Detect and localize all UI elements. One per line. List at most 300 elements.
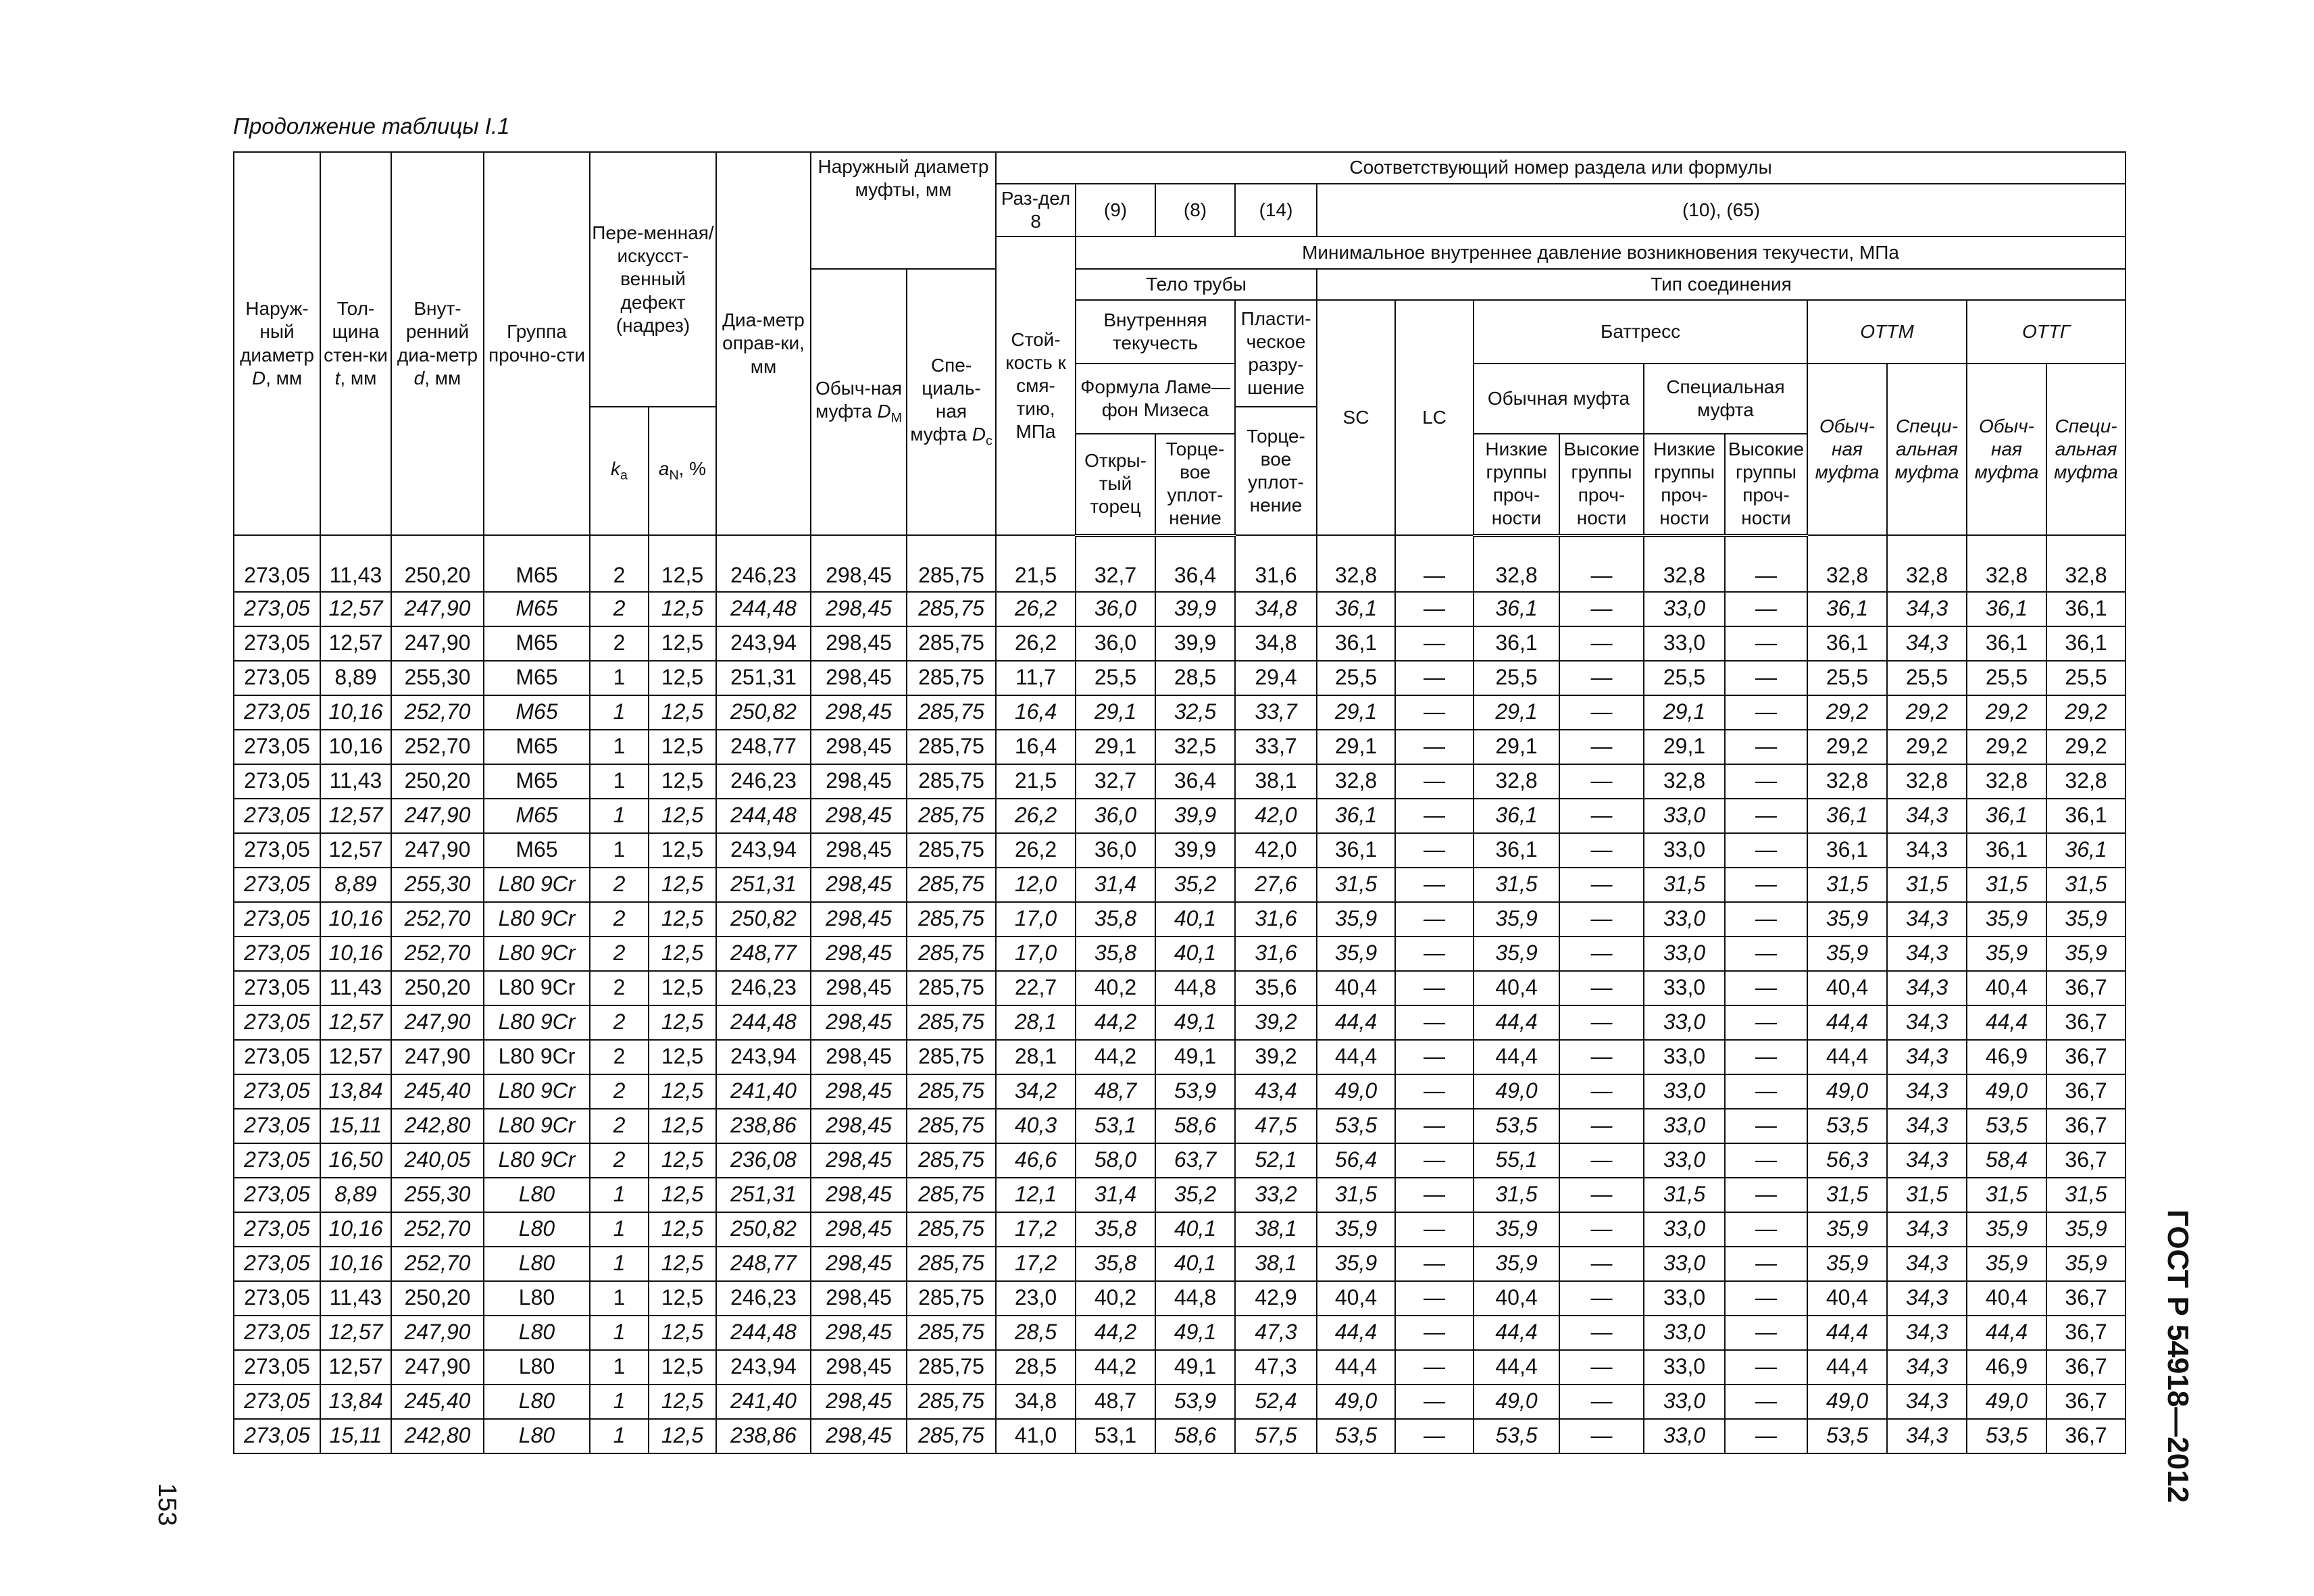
table-cell: 273,05 [234, 592, 320, 626]
table-cell: 13,84 [320, 1074, 391, 1109]
table-cell: 252,70 [391, 1247, 484, 1281]
table-cell: 10,16 [320, 695, 391, 730]
table-cell: — [1559, 661, 1644, 695]
table-cell: 53,5 [1474, 1419, 1559, 1453]
table-cell: — [1559, 1143, 1644, 1178]
table-cell: 55,1 [1474, 1143, 1559, 1178]
table-cell: — [1559, 1419, 1644, 1453]
table-cell: 2 [590, 592, 649, 626]
table-cell: — [1559, 730, 1644, 764]
table-cell: 44,8 [1155, 1281, 1235, 1316]
table-cell: — [1395, 730, 1474, 764]
table-cell: 246,23 [716, 535, 811, 592]
table-cell: — [1559, 626, 1644, 661]
table-cell: — [1725, 971, 1807, 1005]
table-cell: — [1395, 1316, 1474, 1350]
table-cell: 39,2 [1235, 1040, 1317, 1074]
table-cell: 34,3 [1887, 626, 1967, 661]
table-cell: 273,05 [234, 1350, 320, 1385]
table-cell: 49,0 [1317, 1074, 1395, 1109]
table-cell: 53,1 [1076, 1419, 1155, 1453]
table-cell: 49,1 [1155, 1005, 1235, 1040]
table-cell: 48,7 [1076, 1074, 1155, 1109]
table-cell: 38,1 [1235, 1247, 1317, 1281]
table-cell: 35,9 [1317, 937, 1395, 971]
table-cell: 29,1 [1076, 695, 1155, 730]
table-cell: 21,5 [996, 535, 1076, 592]
table-cell: 273,05 [234, 1212, 320, 1247]
table-cell: — [1725, 1316, 1807, 1350]
table-cell: 34,3 [1887, 1109, 1967, 1143]
table-cell: 1 [590, 833, 649, 868]
table-row [234, 1281, 2126, 1316]
table-cell: — [1725, 730, 1807, 764]
table-cell: 285,75 [907, 833, 996, 868]
table-cell: 36,7 [2046, 1350, 2126, 1385]
table-cell: 36,1 [1474, 626, 1559, 661]
table-cell: 12,5 [649, 1212, 716, 1247]
table-cell: — [1395, 833, 1474, 868]
table-cell: 22,7 [996, 971, 1076, 1005]
table-cell: 298,45 [811, 592, 907, 626]
table-cell: 31,5 [1807, 868, 1887, 902]
table-cell: 298,45 [811, 1109, 907, 1143]
table-cell: 36,7 [2046, 1419, 2126, 1453]
table-cell: 33,0 [1644, 1385, 1725, 1419]
table-cell: 11,43 [320, 535, 391, 592]
table-cell: 33,0 [1644, 799, 1725, 833]
table-cell: 40,1 [1155, 902, 1235, 937]
table-cell: 31,5 [1474, 1178, 1559, 1212]
table-cell: 12,57 [320, 799, 391, 833]
table-cell: — [1559, 535, 1644, 592]
table-cell: 250,20 [391, 535, 484, 592]
table-cell: 17,0 [996, 937, 1076, 971]
table-cell: 33,0 [1644, 1005, 1725, 1040]
table-cell: — [1725, 1281, 1807, 1316]
table-cell: 33,0 [1644, 937, 1725, 971]
table-cell: 52,1 [1235, 1143, 1317, 1178]
table-cell: 33,0 [1644, 1212, 1725, 1247]
table-cell: 31,4 [1076, 1178, 1155, 1212]
table-cell: 298,45 [811, 626, 907, 661]
table-cell: 36,1 [1474, 833, 1559, 868]
table-cell: 10,16 [320, 937, 391, 971]
table-cell: 36,0 [1076, 833, 1155, 868]
table-cell: 252,70 [391, 1212, 484, 1247]
table-cell: 40,1 [1155, 1212, 1235, 1247]
table-cell: 53,5 [1807, 1109, 1887, 1143]
table-cell: — [1559, 1212, 1644, 1247]
hdr-defect: Пере-менная/ искусст-венный дефект (надрез) [590, 152, 716, 407]
table-cell: 58,4 [1967, 1143, 2046, 1178]
hdr-ottg: ОТТГ [1967, 300, 2126, 364]
table-cell: 53,5 [1317, 1419, 1395, 1453]
table-cell: 44,4 [1317, 1350, 1395, 1385]
table-cell: — [1395, 661, 1474, 695]
table-cell: — [1559, 1074, 1644, 1109]
table-cell: 35,9 [1967, 1247, 2046, 1281]
data-table [233, 151, 2126, 1454]
hdr-inner-diameter: Внут-ренний диа-метр d, мм [391, 152, 484, 535]
table-cell: 44,2 [1076, 1005, 1155, 1040]
table-row [234, 1005, 2126, 1040]
table-cell: 44,2 [1076, 1040, 1155, 1074]
table-cell: 29,1 [1644, 730, 1725, 764]
table-cell: 1 [590, 764, 649, 799]
table-cell: 285,75 [907, 1040, 996, 1074]
hdr-lame-formula: Формула Ламе—фон Мизеса [1076, 364, 1235, 434]
table-cell: — [1395, 1143, 1474, 1178]
table-cell: 285,75 [907, 971, 996, 1005]
table-cell: 8,89 [320, 868, 391, 902]
table-cell: 32,8 [1967, 764, 2046, 799]
table-cell: 40,1 [1155, 1247, 1235, 1281]
page-number: 153 [153, 1483, 181, 1526]
document-title: ГОСТ Р 54918—2012 [2161, 1210, 2194, 1503]
table-cell: 29,2 [1967, 695, 2046, 730]
table-cell: — [1725, 833, 1807, 868]
table-cell: 285,75 [907, 902, 996, 937]
table-cell: 36,1 [1474, 592, 1559, 626]
table-cell: 250,20 [391, 1281, 484, 1316]
table-cell: 273,05 [234, 1143, 320, 1178]
table-cell: 53,5 [1967, 1109, 2046, 1143]
table-cell: 41,0 [996, 1419, 1076, 1453]
hdr-btr-reg-low: Низкие группы проч-ности [1474, 434, 1559, 535]
table-cell: 40,4 [1967, 971, 2046, 1005]
table-cell: 44,4 [1807, 1350, 1887, 1385]
table-cell: 33,0 [1644, 1247, 1725, 1281]
table-cell: 35,8 [1076, 1247, 1155, 1281]
table-cell: 1 [590, 1385, 649, 1419]
table-cell: 31,5 [1317, 1178, 1395, 1212]
table-cell: 244,48 [716, 799, 811, 833]
table-cell: — [1725, 764, 1807, 799]
table-cell: 255,30 [391, 661, 484, 695]
table-row [234, 971, 2126, 1005]
table-cell: 35,9 [1807, 1212, 1887, 1247]
table-cell: 298,45 [811, 1281, 907, 1316]
table-cell: — [1725, 1350, 1807, 1385]
table-cell: 44,2 [1076, 1350, 1155, 1385]
table-cell: 21,5 [996, 764, 1076, 799]
table-cell: 1 [590, 1316, 649, 1350]
table-cell: 40,4 [1474, 1281, 1559, 1316]
table-cell: 298,45 [811, 1212, 907, 1247]
table-cell: L80 [484, 1316, 590, 1350]
table-cell: 32,5 [1155, 695, 1235, 730]
table-cell: 298,45 [811, 1419, 907, 1453]
table-cell: 12,5 [649, 626, 716, 661]
table-cell: 33,0 [1644, 1281, 1725, 1316]
table-cell: 2 [590, 1040, 649, 1074]
table-cell: 39,2 [1235, 1005, 1317, 1040]
table-cell: 31,5 [1644, 868, 1725, 902]
table-cell: 273,05 [234, 1419, 320, 1453]
table-cell: 2 [590, 626, 649, 661]
table-cell: 53,5 [1317, 1109, 1395, 1143]
table-cell: 242,80 [391, 1109, 484, 1143]
table-cell: 247,90 [391, 626, 484, 661]
hdr-an: $a_N$, % [649, 407, 716, 535]
table-cell: — [1725, 1005, 1807, 1040]
table-cell: — [1559, 868, 1644, 902]
table-cell: 34,3 [1887, 1350, 1967, 1385]
table-cell: 273,05 [234, 1040, 320, 1074]
hdr-btr-spec-low: Низкие группы проч-ности [1644, 434, 1725, 535]
table-cell: 33,0 [1644, 1074, 1725, 1109]
table-cell: М65 [484, 592, 590, 626]
table-row [234, 730, 2126, 764]
table-cell: 285,75 [907, 1074, 996, 1109]
table-cell: 247,90 [391, 799, 484, 833]
table-cell: — [1395, 868, 1474, 902]
table-cell: 12,57 [320, 1316, 391, 1350]
table-cell: М65 [484, 833, 590, 868]
table-cell: 12,5 [649, 1385, 716, 1419]
table-cell: 12,5 [649, 730, 716, 764]
table-cell: 29,2 [2046, 730, 2126, 764]
table-cell: 2 [590, 1143, 649, 1178]
table-cell: 34,3 [1887, 971, 1967, 1005]
table-header [234, 152, 2126, 535]
table-cell: 250,20 [391, 764, 484, 799]
table-cell: 12,5 [649, 1178, 716, 1212]
table-row [234, 1178, 2126, 1212]
table-cell: — [1725, 1247, 1807, 1281]
hdr-regular-coupling: Обыч-ная муфта $D_М$ [811, 269, 907, 535]
hdr-collapse: Стой-кость к смя-тию, МПа [996, 236, 1076, 535]
table-cell: 247,90 [391, 1316, 484, 1350]
table-cell: 241,40 [716, 1385, 811, 1419]
table-cell: 273,05 [234, 1247, 320, 1281]
table-cell: 38,1 [1235, 764, 1317, 799]
table-cell: — [1395, 535, 1474, 592]
table-cell: 240,05 [391, 1143, 484, 1178]
table-cell: 2 [590, 971, 649, 1005]
table-cell: 273,05 [234, 1005, 320, 1040]
table-cell: 285,75 [907, 1350, 996, 1385]
table-cell: 35,2 [1155, 868, 1235, 902]
table-cell: 36,0 [1076, 799, 1155, 833]
table-cell: 49,1 [1155, 1040, 1235, 1074]
table-cell: 285,75 [907, 695, 996, 730]
hdr-ottm-special: Специ-альная муфта [1887, 364, 1967, 535]
table-cell: 25,5 [2046, 661, 2126, 695]
table-cell: 36,1 [1967, 799, 2046, 833]
table-cell: — [1725, 592, 1807, 626]
table-cell: 12,5 [649, 695, 716, 730]
table-cell: L80 9Cr [484, 937, 590, 971]
table-cell: 31,6 [1235, 902, 1317, 937]
table-cell: 247,90 [391, 1005, 484, 1040]
table-cell: 12,5 [649, 833, 716, 868]
table-cell: 35,9 [2046, 1212, 2126, 1247]
table-cell: 33,0 [1644, 1316, 1725, 1350]
table-cell: — [1725, 1419, 1807, 1453]
table-cell: 53,5 [1967, 1419, 2046, 1453]
table-cell: 44,4 [1967, 1005, 2046, 1040]
table-cell: — [1559, 1040, 1644, 1074]
table-cell: 33,0 [1644, 1109, 1725, 1143]
table-cell: 44,4 [1474, 1040, 1559, 1074]
table-cell: 248,77 [716, 1247, 811, 1281]
table-cell: 26,2 [996, 833, 1076, 868]
table-cell: — [1395, 1005, 1474, 1040]
table-row [234, 1109, 2126, 1143]
table-cell: L80 [484, 1212, 590, 1247]
table-cell: 236,08 [716, 1143, 811, 1178]
table-cell: 53,1 [1076, 1109, 1155, 1143]
table-cell: L80 [484, 1385, 590, 1419]
table-cell: 31,5 [1967, 868, 2046, 902]
table-cell: 53,5 [1474, 1109, 1559, 1143]
table-cell: 28,5 [1155, 661, 1235, 695]
table-cell: 35,9 [1317, 1212, 1395, 1247]
table-cell: 273,05 [234, 626, 320, 661]
table-cell: 273,05 [234, 971, 320, 1005]
table-row [234, 695, 2126, 730]
table-cell: 285,75 [907, 730, 996, 764]
table-cell: — [1395, 1074, 1474, 1109]
table-row [234, 1212, 2126, 1247]
hdr-ottg-regular: Обыч-ная муфта [1967, 364, 2046, 535]
table-cell: L80 9Cr [484, 1109, 590, 1143]
table-cell: 35,9 [1474, 902, 1559, 937]
table-row [234, 833, 2126, 868]
table-cell: 243,94 [716, 626, 811, 661]
table-row [234, 1247, 2126, 1281]
table-cell: — [1725, 1212, 1807, 1247]
table-cell: 12,5 [649, 1109, 716, 1143]
table-cell: 250,82 [716, 1212, 811, 1247]
table-cell: 12,5 [649, 1005, 716, 1040]
table-cell: 34,3 [1887, 799, 1967, 833]
table-row [234, 902, 2126, 937]
table-cell: 29,2 [1807, 695, 1887, 730]
table-cell: 33,0 [1644, 1040, 1725, 1074]
table-cell: 298,45 [811, 1178, 907, 1212]
table-cell: — [1725, 799, 1807, 833]
table-cell: 12,5 [649, 1281, 716, 1316]
table-cell: 12,5 [649, 937, 716, 971]
table-cell: 33,0 [1644, 1350, 1725, 1385]
table-row [234, 661, 2126, 695]
table-cell: 29,1 [1474, 730, 1559, 764]
table-cell: 2 [590, 535, 649, 592]
table-cell: 36,1 [1967, 592, 2046, 626]
table-cell: — [1395, 1109, 1474, 1143]
table-cell: 38,1 [1235, 1212, 1317, 1247]
table-cell: 31,5 [1317, 868, 1395, 902]
table-cell: — [1725, 937, 1807, 971]
table-cell: — [1395, 971, 1474, 1005]
table-cell: 25,5 [1317, 661, 1395, 695]
table-cell: 1 [590, 730, 649, 764]
table-cell: 36,1 [2046, 799, 2126, 833]
table-cell: 52,4 [1235, 1385, 1317, 1419]
table-cell: 34,3 [1887, 1281, 1967, 1316]
table-cell: 2 [590, 937, 649, 971]
table-cell: 298,45 [811, 1247, 907, 1281]
table-row [234, 626, 2126, 661]
table-cell: 285,75 [907, 1005, 996, 1040]
table-cell: 36,1 [1317, 833, 1395, 868]
table-cell: — [1559, 695, 1644, 730]
hdr-end-seal: Торце-вое уплот-нение [1155, 434, 1235, 535]
table-cell: 12,5 [649, 1040, 716, 1074]
table-cell: 34,8 [1235, 592, 1317, 626]
table-cell: 58,0 [1076, 1143, 1155, 1178]
table-cell: 16,4 [996, 695, 1076, 730]
table-cell: 1 [590, 1419, 649, 1453]
table-cell: 298,45 [811, 1350, 907, 1385]
table-cell: — [1559, 902, 1644, 937]
table-caption: Продолжение таблицы I.1 [233, 114, 510, 139]
table-cell: 11,43 [320, 1281, 391, 1316]
table-cell: — [1559, 833, 1644, 868]
table-cell: 40,4 [1807, 971, 1887, 1005]
table-cell: 12,5 [649, 799, 716, 833]
hdr-sc: SC [1317, 300, 1395, 535]
table-cell: 39,9 [1155, 833, 1235, 868]
table-cell: 298,45 [811, 799, 907, 833]
table-cell: 33,0 [1644, 902, 1725, 937]
table-cell: — [1395, 1247, 1474, 1281]
table-cell: 252,70 [391, 695, 484, 730]
table-cell: 273,05 [234, 1178, 320, 1212]
table-row [234, 799, 2126, 833]
table-cell: L80 [484, 1178, 590, 1212]
table-cell: 33,7 [1235, 730, 1317, 764]
table-cell: 29,2 [1887, 695, 1967, 730]
table-cell: 32,8 [1474, 764, 1559, 799]
table-cell: 49,0 [1317, 1385, 1395, 1419]
table-cell: 32,8 [1807, 535, 1887, 592]
table-cell: 243,94 [716, 1040, 811, 1074]
table-cell: L80 [484, 1419, 590, 1453]
table-cell: 25,5 [1644, 661, 1725, 695]
table-cell: 285,75 [907, 764, 996, 799]
table-cell: 244,48 [716, 1316, 811, 1350]
table-cell: 298,45 [811, 1005, 907, 1040]
table-cell: 255,30 [391, 868, 484, 902]
table-cell: 12,57 [320, 833, 391, 868]
table-cell: 39,9 [1155, 799, 1235, 833]
table-cell: — [1559, 937, 1644, 971]
table-cell: L80 [484, 1281, 590, 1316]
table-cell: 17,2 [996, 1212, 1076, 1247]
table-cell: 12,57 [320, 626, 391, 661]
table-cell: 35,9 [1474, 1212, 1559, 1247]
table-cell: 44,4 [1317, 1040, 1395, 1074]
table-cell: М65 [484, 661, 590, 695]
table-cell: 35,9 [2046, 937, 2126, 971]
table-cell: 298,45 [811, 1316, 907, 1350]
table-cell: — [1559, 971, 1644, 1005]
table-cell: — [1395, 1178, 1474, 1212]
table-cell: 1 [590, 695, 649, 730]
table-cell: — [1559, 1109, 1644, 1143]
table-cell: — [1725, 535, 1807, 592]
table-cell: 12,5 [649, 1074, 716, 1109]
hdr-ottm-regular: Обыч-ная муфта [1807, 364, 1887, 535]
table-cell: 44,4 [1474, 1350, 1559, 1385]
table-cell: — [1395, 764, 1474, 799]
hdr-buttress: Баттресс [1474, 300, 1807, 364]
table-cell: 58,6 [1155, 1419, 1235, 1453]
